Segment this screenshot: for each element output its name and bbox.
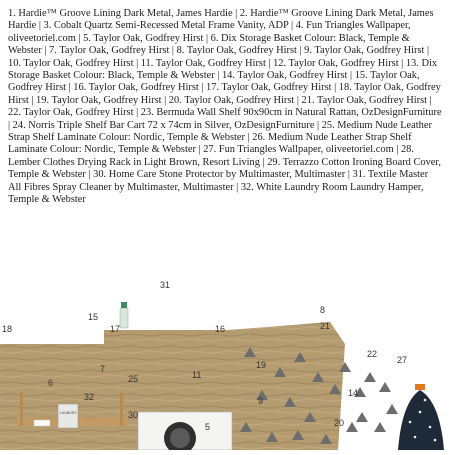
label-21: 21	[320, 321, 331, 331]
label-30: 30	[128, 410, 139, 420]
label-6: 6	[48, 378, 54, 388]
ironing-board	[398, 390, 444, 450]
label-9: 9	[258, 396, 264, 406]
label-14: 14	[348, 388, 359, 398]
label-27: 27	[397, 355, 408, 365]
label-8: 8	[320, 305, 326, 315]
towel	[34, 420, 50, 426]
label-18: 18	[2, 324, 13, 334]
label-17: 17	[110, 324, 121, 334]
mood-board-collage	[0, 272, 450, 450]
label-19: 19	[256, 360, 267, 370]
label-25: 25	[128, 374, 139, 384]
label-22: 22	[367, 349, 378, 359]
label-11: 11	[192, 370, 202, 380]
laundry-basket	[58, 404, 78, 428]
collage-graphic	[0, 272, 450, 450]
spray-bottle	[120, 308, 128, 328]
label-16: 16	[215, 324, 226, 334]
label-5: 5	[205, 422, 211, 432]
basket-label: LAUNDRY	[60, 411, 77, 415]
label-20: 20	[334, 418, 345, 428]
label-32: 32	[84, 392, 95, 402]
label-7: 7	[100, 364, 106, 374]
label-15: 15	[88, 312, 99, 322]
label-31: 31	[160, 280, 171, 290]
mood-board-caption: 1. Hardie™ Groove Lining Dark Metal, James Hardie | 2. Hardie™ Groove Lining Dark Metal, James Hardie | 3. Cobalt Quartz Semi-Recessed Metal Frame Vanity, ADP | 4. Fun Triangles Wallpaper, oliveetoriel.com | 5. Taylor Oak, Godfrey Hirst | 6. Dix Storage Basket Colour: Black, Temple & Webster | 7. Taylor Oak, Godfrey Hirst | 8. Taylor Oak, Godfrey Hirst | 9. Taylor Oak, Godfrey Hirst | 10. Taylor Oak, Godfrey Hirst | 11. Taylor Oak, Godfrey Hirst | 12. Taylor Oak, Godfrey Hirst | 13. Dix Storage Basket Colour: Black, Temple & Webster | 14. Taylor Oak, Godfrey Hirst | 15. Taylor Oak, Godfrey Hirst | 16. Taylor Oak, Godfrey Hirst | 17. Taylor Oak, Godfrey Hirst | 18. Taylor Oak, Godfrey Hirst | 19. Taylor Oak, Godfrey Hirst | 20. Taylor Oak, Godfrey Hirst | 21. Taylor Oak, Godfrey Hirst | 22. Taylor Oak, Godfrey Hirst | 23. Bermuda Wall Shelf 90x90cm in Natural Rattan, OzDesignFurniture | 24. Norris Triple Shelf Bar Cart 72 x 74cm in Silver, OzDesignFurniture | 25. Medium Nude Leather Strap Shelf Laminate Colour: Nordic, Temple & Webster | 26. Medium Nude Leather Strap Shelf Laminate Colour: Nordic, Temple & Webster | 27. Fun Triangles Wallpaper, oliveetoriel.com | 28. Lember Clothes Drying Rack in Light Brown, Resort Living | 29. Terrazzo Cotton Ironing Board Cover, Temple & Webster | 30. Home Care Stone Protector by Multimaster, Multimaster | 31. Textile Master All Fibres Spray Cleaner by Multimaster, Multimaster | 32. White Laundry Room Laundry Hamper, Temple & Webster	[8, 8, 442, 206]
